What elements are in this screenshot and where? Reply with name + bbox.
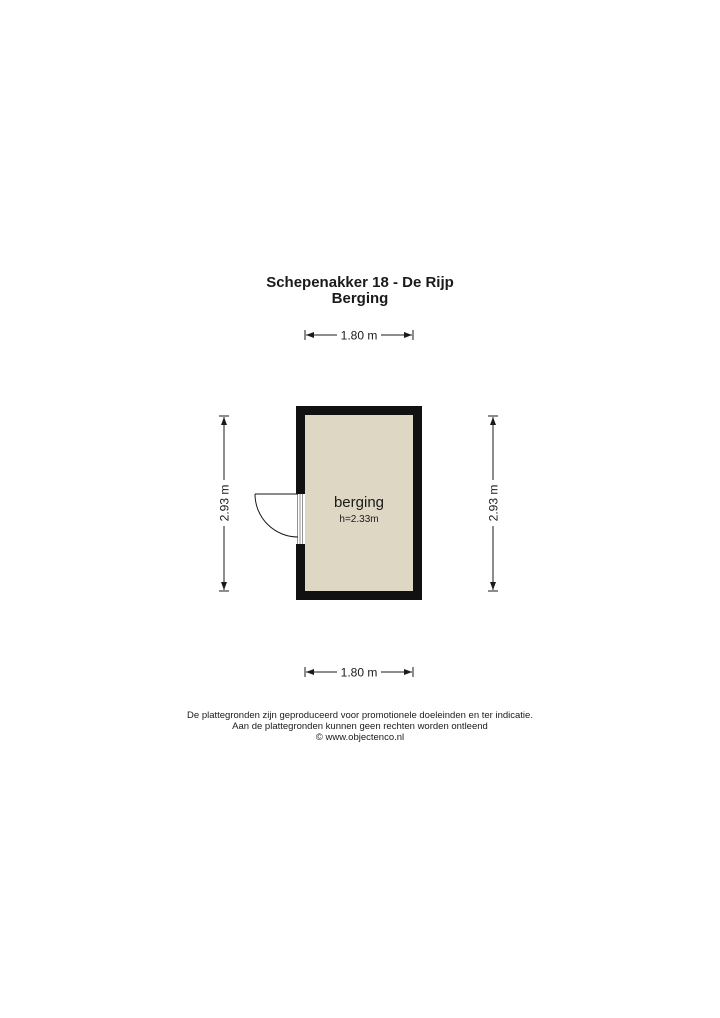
disclaimer-line-2: Aan de plattegronden kunnen geen rechten worden ontleend bbox=[232, 721, 488, 732]
room-name: berging bbox=[333, 494, 385, 511]
door-swing bbox=[255, 494, 298, 537]
bottom-width-label: 1.80 m bbox=[340, 665, 378, 680]
room-berging bbox=[255, 406, 422, 600]
plan-title: Schepenakker 18 - De Rijp bbox=[266, 274, 454, 291]
right-height-dimension bbox=[487, 416, 501, 591]
disclaimer-line-1: De plattegronden zijn geproduceerd voor promotionele doeleinden en ter indicatie. bbox=[187, 710, 533, 721]
left-height-dimension bbox=[218, 416, 232, 591]
right-height-label: 2.93 m bbox=[486, 484, 501, 522]
floor-name: Berging bbox=[331, 290, 389, 307]
left-height-label: 2.93 m bbox=[217, 484, 232, 522]
top-width-dimension bbox=[305, 329, 413, 343]
room-height: h=2.33m bbox=[339, 514, 379, 525]
copyright-line: © www.objectenco.nl bbox=[315, 732, 405, 743]
bottom-width-dimension bbox=[305, 666, 413, 680]
top-width-label: 1.80 m bbox=[340, 328, 378, 343]
